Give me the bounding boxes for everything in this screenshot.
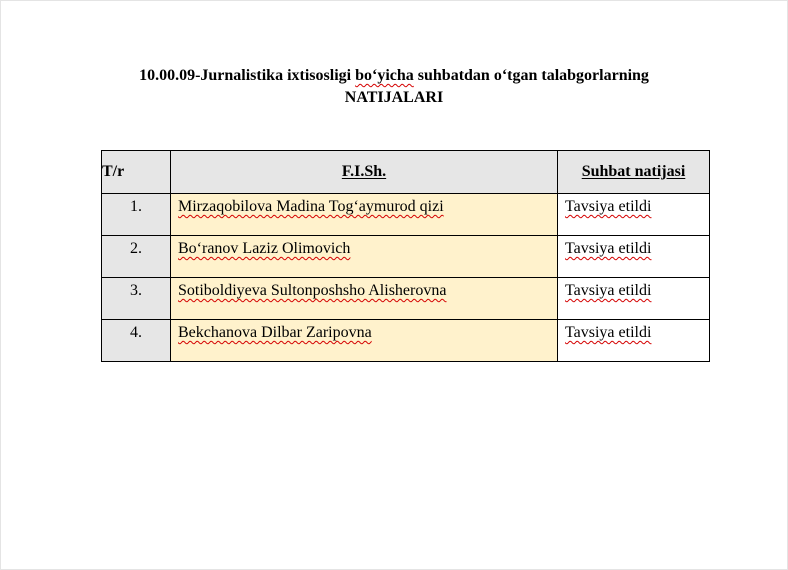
row-name-text: Sotiboldiyeva Sultonposhsho Alisherovna [178,282,447,299]
row-name [171,236,558,278]
row-number: 4. [102,320,171,362]
row-name [171,194,558,236]
header-name [171,151,558,194]
header-result-label: Suhbat natijasi [581,163,686,180]
row-result [558,194,710,236]
title-part-after: suhbatdan o‘tgan talabgorlarning [413,67,649,84]
row-name [171,320,558,362]
row-result-text: Tavsiya etildi [565,198,652,215]
header-result [558,151,710,194]
row-result [558,278,710,320]
table-row [102,278,710,320]
row-name-text: Mirzaqobilova Madina Tog‘aymurod qizi [178,198,444,215]
row-name-text: Bo‘ranov Laziz Olimovich [178,240,351,257]
row-name [171,278,558,320]
header-number: T/r [102,151,171,194]
document-title-line-2: NATIJALARI [344,89,444,106]
header-name-label: F.I.Sh. [341,163,387,180]
results-table [101,150,710,362]
row-result-text: Tavsiya etildi [565,240,652,257]
row-number: 3. [102,278,171,320]
row-number: 1. [102,194,171,236]
table-header-row [102,151,710,194]
table-row [102,194,710,236]
row-number: 2. [102,236,171,278]
row-result-text: Tavsiya etildi [565,282,652,299]
document-title-line-1 [0,66,788,86]
row-name-text: Bekchanova Dilbar Zaripovna [178,324,372,341]
row-result [558,236,710,278]
table-row [102,320,710,362]
title-part-before: 10.00.09-Jurnalistika ixtisosligi [139,67,356,84]
title-flagged-word: bo‘yicha [355,67,414,84]
table-row [102,236,710,278]
row-result [558,320,710,362]
row-result-text: Tavsiya etildi [565,324,652,341]
